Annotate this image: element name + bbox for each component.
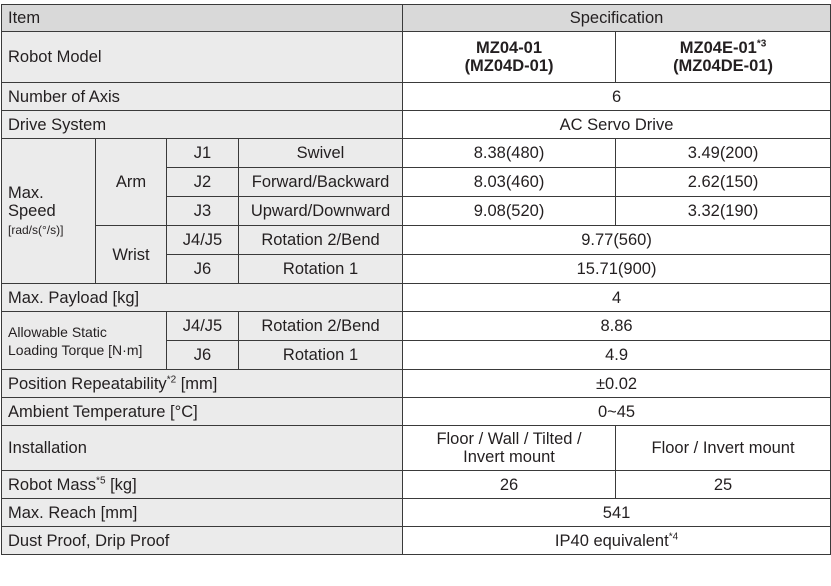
joint-label: J2	[167, 168, 239, 197]
drive-value: AC Servo Drive	[403, 111, 831, 139]
speed-unit: [rad/s(°/s)]	[8, 222, 64, 237]
robot-model-label: Robot Model	[2, 32, 403, 83]
reach-row	[2, 499, 831, 527]
installation-line1: Floor / Wall / Tilted /	[436, 430, 582, 448]
joint-description: Rotation 2/Bend	[239, 312, 403, 341]
header-specification: Specification	[403, 5, 831, 32]
joint-description: Rotation 2/Bend	[239, 226, 403, 255]
torque-value: 4.9	[403, 341, 831, 370]
speed-value-model-2: 3.49(200)	[616, 139, 831, 168]
torque-label-line1: Allowable Static	[8, 323, 107, 340]
joint-description: Rotation 1	[239, 255, 403, 284]
payload-label: Max. Payload [kg]	[2, 284, 403, 312]
joint-description: Upward/Downward	[239, 197, 403, 226]
mass-note: *5	[96, 475, 106, 486]
header-item: Item	[2, 5, 403, 32]
mass-label-text: Robot Mass	[8, 475, 97, 494]
drive-label: Drive System	[2, 111, 403, 139]
robot-model-row	[2, 32, 831, 83]
installation-value-model-2: Floor / Invert mount	[616, 426, 831, 471]
model-2-cell	[616, 32, 831, 83]
axis-label: Number of Axis	[2, 83, 403, 111]
mass-row	[2, 471, 831, 499]
installation-label: Installation	[2, 426, 403, 471]
installation-line2: Invert mount	[463, 448, 555, 466]
joint-description: Rotation 1	[239, 341, 403, 370]
repeatability-row	[2, 370, 831, 398]
dust-label: Dust Proof, Drip Proof	[2, 527, 403, 555]
model-2-alt: (MZ04DE-01)	[673, 57, 773, 75]
joint-label: J4/J5	[167, 312, 239, 341]
model-1-alt: (MZ04D-01)	[464, 57, 554, 75]
model-2-note: *3	[756, 38, 767, 50]
repeatability-label-text: Position Repeatability	[8, 374, 167, 393]
speed-value-model-1: 9.08(520)	[403, 197, 616, 226]
axis-row	[2, 83, 831, 111]
joint-description: Forward/Backward	[239, 168, 403, 197]
torque-row-j4j5	[2, 312, 831, 341]
repeatability-note: *2	[166, 374, 177, 385]
model-2-name: MZ04E-01	[679, 39, 757, 57]
reach-value: 541	[403, 499, 831, 527]
speed-label	[2, 139, 96, 284]
ambient-row	[2, 398, 831, 426]
dust-value: IP40 equivalent	[554, 531, 669, 550]
installation-value-model-1	[403, 426, 616, 471]
model-1-name: MZ04-01	[476, 39, 543, 57]
speed-value: 9.77(560)	[403, 226, 831, 255]
torque-label	[2, 312, 167, 370]
dust-value-cell	[403, 527, 831, 555]
spec-table	[1, 4, 831, 555]
ambient-label: Ambient Temperature [°C]	[2, 398, 403, 426]
mass-unit: [kg]	[105, 475, 137, 494]
mass-value-model-2: 25	[616, 471, 831, 499]
speed-row-j4j5	[2, 226, 831, 255]
torque-value: 8.86	[403, 312, 831, 341]
model-1-cell	[403, 32, 616, 83]
speed-label-line2: Speed	[8, 201, 56, 220]
drive-row	[2, 111, 831, 139]
repeatability-unit: [mm]	[176, 374, 218, 393]
joint-label: J6	[167, 341, 239, 370]
installation-row	[2, 426, 831, 471]
mass-value-model-1: 26	[403, 471, 616, 499]
reach-label: Max. Reach [mm]	[2, 499, 403, 527]
dust-note: *4	[668, 531, 679, 542]
speed-value-model-2: 3.32(190)	[616, 197, 831, 226]
speed-value-model-1: 8.03(460)	[403, 168, 616, 197]
joint-label: J3	[167, 197, 239, 226]
wrist-label: Wrist	[96, 226, 167, 284]
torque-label-line2: Loading Torque [N·m]	[8, 341, 143, 358]
speed-value: 15.71(900)	[403, 255, 831, 284]
joint-description: Swivel	[239, 139, 403, 168]
joint-label: J1	[167, 139, 239, 168]
dust-row	[2, 527, 831, 555]
arm-label: Arm	[96, 139, 167, 226]
repeatability-value: ±0.02	[403, 370, 831, 398]
speed-value-model-2: 2.62(150)	[616, 168, 831, 197]
joint-label: J4/J5	[167, 226, 239, 255]
speed-value-model-1: 8.38(480)	[403, 139, 616, 168]
payload-value: 4	[403, 284, 831, 312]
speed-row-j1	[2, 139, 831, 168]
repeatability-label	[2, 370, 403, 398]
payload-row	[2, 284, 831, 312]
speed-label-line1: Max.	[8, 183, 44, 202]
mass-label	[2, 471, 403, 499]
ambient-value: 0~45	[403, 398, 831, 426]
joint-label: J6	[167, 255, 239, 284]
header-row	[2, 5, 831, 32]
axis-value: 6	[403, 83, 831, 111]
